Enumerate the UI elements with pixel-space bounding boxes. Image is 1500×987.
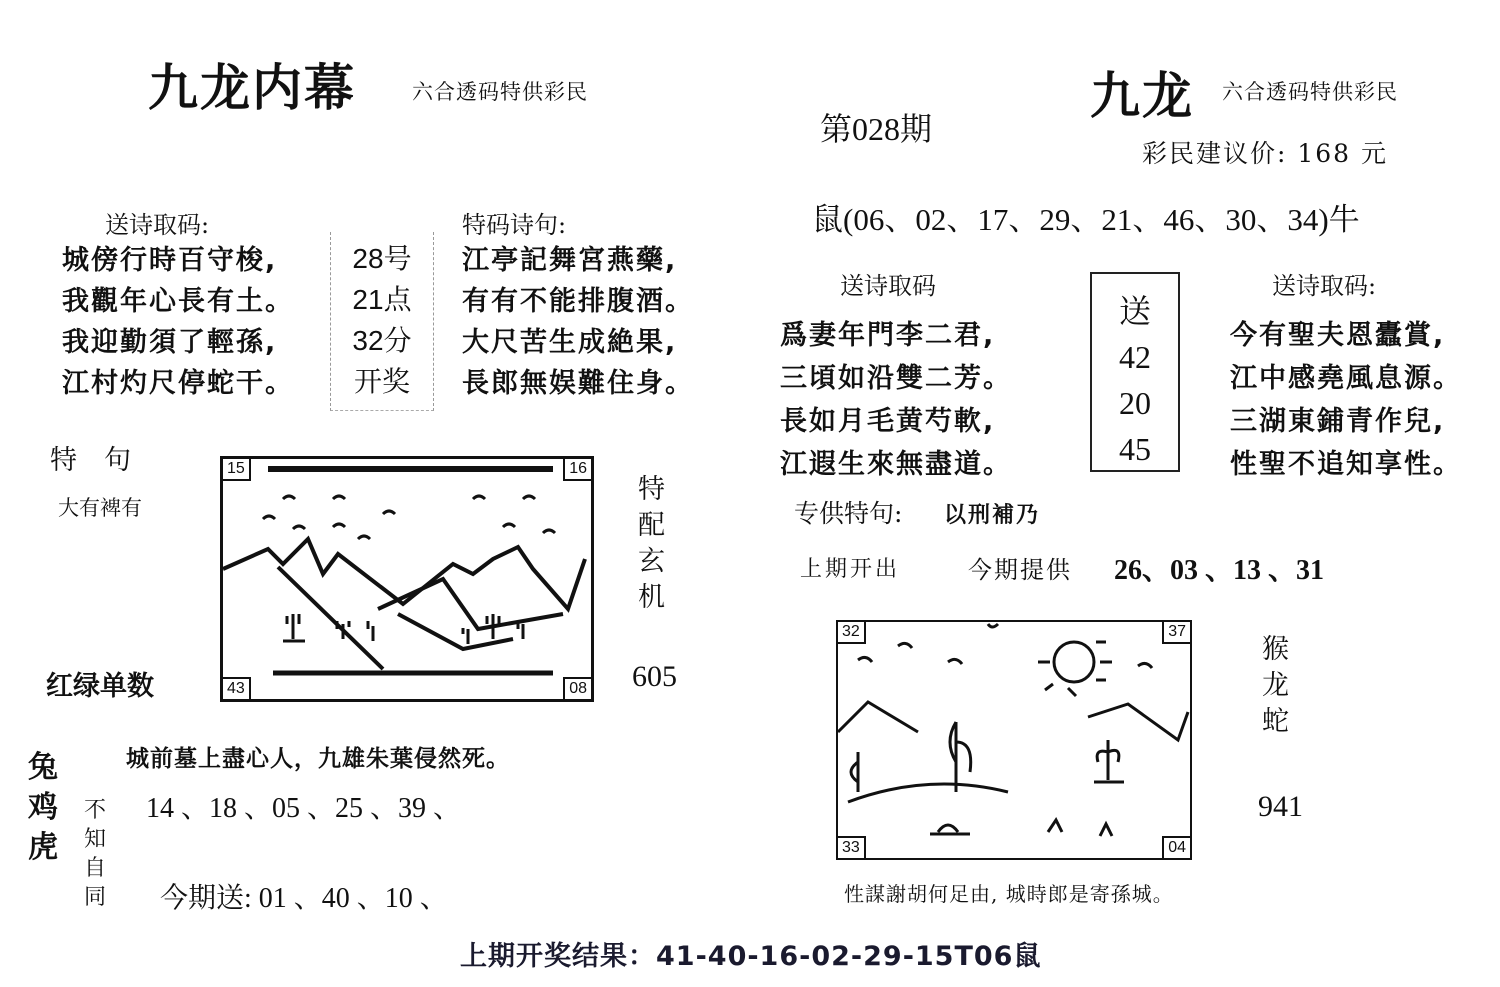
this-period-numbers: 26、03 、13 、31 — [1114, 555, 1325, 586]
poem-line: 爲妻年門李二君, — [780, 320, 996, 351]
vertical-char: 玄 — [638, 546, 665, 577]
this-period-send: 今期送: 01 、40 、10 、 — [160, 883, 448, 914]
send-number: 45 — [1119, 431, 1151, 467]
special-poem-label: 特码诗句: — [462, 211, 567, 239]
send-poem-label: 送诗取码: — [105, 211, 210, 239]
right-verse: 性謀謝胡何足由, 城時郎是寄孫城。 — [844, 882, 1174, 906]
left-subtitle: 六合透码特供彩民 — [412, 80, 588, 104]
poem-line: 我觀年心長有土。 — [62, 286, 294, 317]
vertical-char: 龙 — [1262, 670, 1289, 701]
send-poem — [62, 240, 294, 404]
draw-minute: 32分 — [352, 325, 412, 356]
corner-number: 37 — [1162, 620, 1192, 644]
vertical-char: 蛇 — [1262, 706, 1289, 737]
send-label: 送 — [1118, 293, 1151, 329]
poem-line: 江遐生來無盡道。 — [780, 449, 1012, 480]
landscape-picture — [220, 456, 594, 702]
last-period-label: 上期开出 — [800, 557, 901, 582]
right-poem-left — [780, 314, 1012, 486]
corner-number: 33 — [836, 836, 866, 860]
vertical-char: 特 — [638, 474, 665, 505]
vertical-char: 虎 — [28, 830, 58, 865]
right-poem-right — [1230, 314, 1462, 486]
suggested-price: 彩民建议价: 168 元 — [1142, 139, 1389, 168]
draw-number: 28号 — [352, 243, 412, 274]
vertical-char: 机 — [638, 582, 665, 613]
sun-landscape-picture — [836, 620, 1192, 860]
special-phrase-label: 特 句 — [50, 445, 131, 476]
issue-number: 第028期 — [820, 111, 933, 147]
right-side-number: 941 — [1258, 790, 1303, 823]
special-match-vertical — [638, 472, 665, 616]
vertical-char: 不 — [84, 798, 107, 823]
draw-info-box — [330, 232, 434, 411]
poem-line: 城傍行時百守梭, — [62, 245, 278, 276]
draw-hour: 21点 — [352, 284, 412, 315]
left-title: 九龙内幕 — [148, 58, 356, 117]
poem-line: 江村灼尺停蛇干。 — [62, 368, 294, 399]
poem-line: 江中感堯風息源。 — [1230, 363, 1462, 394]
send-numbers-box — [1090, 272, 1180, 472]
poem-line: 今有聖夫恩蠹賞, — [1230, 320, 1446, 351]
poem-line: 江亭記舞宮燕藥, — [462, 245, 678, 276]
send-number: 20 — [1119, 385, 1151, 421]
right-send-poem-label-left: 送诗取码 — [840, 272, 936, 300]
poem-line: 三湖東鋪青作兒, — [1230, 406, 1446, 437]
corner-number: 08 — [563, 677, 593, 701]
right-title: 九龙 — [1090, 66, 1194, 125]
right-zodiac-vertical — [1262, 632, 1289, 740]
corner-number: 04 — [1162, 836, 1192, 860]
special-phrase: 大有裨有 — [58, 496, 142, 520]
this-period-label: 今期提供 — [968, 556, 1072, 584]
vertical-char: 同 — [84, 885, 107, 910]
right-send-poem-label-right: 送诗取码: — [1272, 272, 1377, 300]
corner-number: 32 — [836, 620, 866, 644]
vertical-char: 兔 — [28, 750, 58, 785]
vertical-char: 配 — [638, 510, 665, 541]
corner-number: 15 — [221, 457, 251, 481]
vertical-char: 知 — [84, 827, 107, 852]
poem-line: 性聖不追知享性。 — [1230, 449, 1462, 480]
left-side-number: 605 — [632, 660, 677, 693]
corner-number: 16 — [563, 457, 593, 481]
mountain-drawing-icon — [223, 459, 591, 699]
sun-drawing-icon — [838, 622, 1190, 858]
draw-label: 开奖 — [353, 366, 410, 397]
right-subtitle: 六合透码特供彩民 — [1222, 80, 1398, 104]
exclusive-label: 专供特句: — [794, 499, 903, 528]
poem-line: 長郎無娱難住身。 — [462, 368, 694, 399]
left-verse: 城前墓上盡心人，九雄朱葉侵然死。 — [126, 746, 510, 772]
vertical-char: 猴 — [1262, 634, 1289, 665]
poem-line: 長如月毛黄芍軟, — [780, 406, 996, 437]
exclusive-phrase: 以刑補乃 — [944, 503, 1041, 528]
vertical-char: 鸡 — [28, 790, 58, 825]
send-number: 42 — [1119, 339, 1151, 375]
poem-line: 我迎勤須了輕孫, — [62, 327, 278, 358]
special-poem — [462, 240, 694, 404]
poem-line: 有有不能排腹酒。 — [462, 286, 694, 317]
numbers-row: 14 、18 、05 、25 、39 、 — [146, 793, 462, 824]
zodiac-vertical — [28, 748, 58, 868]
poem-line: 大尺苦生成絶果, — [462, 327, 678, 358]
red-green-label: 红绿单数 — [46, 671, 154, 702]
unknown-vertical — [84, 796, 106, 912]
vertical-char: 自 — [84, 856, 107, 881]
poem-line: 三頃如沿雙二芳。 — [780, 363, 1012, 394]
corner-number: 43 — [221, 677, 251, 701]
last-draw-result: 上期开奖结果：41-40-16-02-29-15T06鼠 — [460, 941, 1042, 972]
zodiac-range: 鼠(06、02、17、29、21、46、30、34)牛 — [812, 202, 1360, 237]
